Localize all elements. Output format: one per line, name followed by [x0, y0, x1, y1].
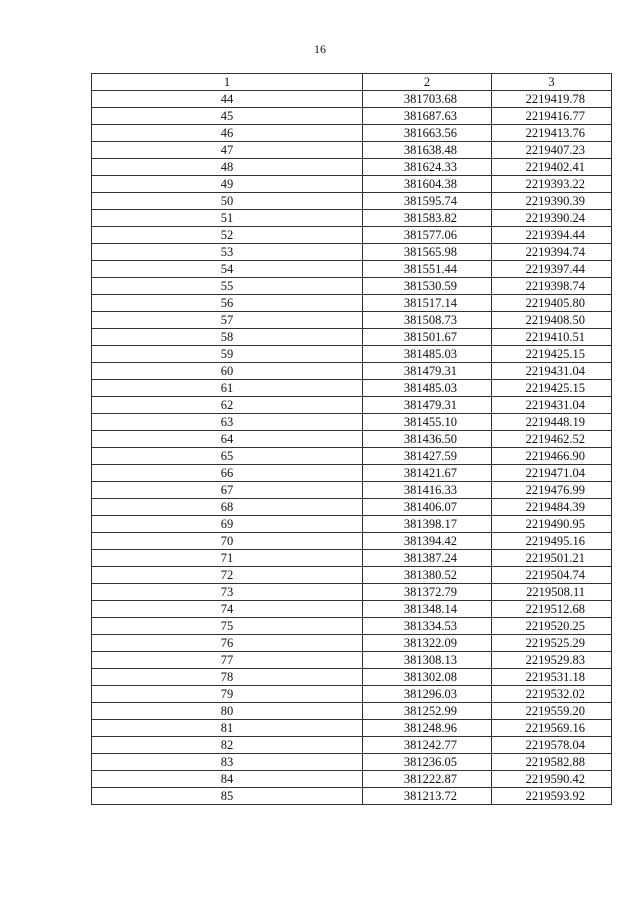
x-coordinate-cell: 381213.72 — [363, 788, 492, 805]
y-coordinate-cell: 2219512.68 — [492, 601, 612, 618]
x-coordinate-cell: 381334.53 — [363, 618, 492, 635]
point-number-cell: 44 — [92, 91, 363, 108]
table-row — [92, 380, 612, 397]
y-coordinate-cell: 2219402.41 — [492, 159, 612, 176]
y-coordinate-cell: 2219448.19 — [492, 414, 612, 431]
y-coordinate-cell: 2219484.39 — [492, 499, 612, 516]
x-coordinate-cell: 381604.38 — [363, 176, 492, 193]
x-coordinate-cell: 381322.09 — [363, 635, 492, 652]
x-coordinate-cell: 381427.59 — [363, 448, 492, 465]
point-number-cell: 49 — [92, 176, 363, 193]
table-row — [92, 788, 612, 805]
point-number-cell: 54 — [92, 261, 363, 278]
y-coordinate-cell: 2219525.29 — [492, 635, 612, 652]
x-coordinate-cell: 381703.68 — [363, 91, 492, 108]
point-number-cell: 59 — [92, 346, 363, 363]
point-number-cell: 78 — [92, 669, 363, 686]
y-coordinate-cell: 2219408.50 — [492, 312, 612, 329]
y-coordinate-cell: 2219532.02 — [492, 686, 612, 703]
page-number: 16 — [314, 42, 326, 56]
point-number-cell: 60 — [92, 363, 363, 380]
table-row — [92, 635, 612, 652]
point-number-cell: 83 — [92, 754, 363, 771]
table-row — [92, 584, 612, 601]
table-row — [92, 465, 612, 482]
x-coordinate-cell: 381236.05 — [363, 754, 492, 771]
table-row — [92, 652, 612, 669]
x-coordinate-cell: 381663.56 — [363, 125, 492, 142]
x-coordinate-cell: 381242.77 — [363, 737, 492, 754]
table-row — [92, 193, 612, 210]
table-row — [92, 737, 612, 754]
table-row — [92, 91, 612, 108]
point-number-cell: 81 — [92, 720, 363, 737]
point-number-cell: 82 — [92, 737, 363, 754]
table-row — [92, 210, 612, 227]
point-number-cell: 73 — [92, 584, 363, 601]
x-coordinate-cell: 381638.48 — [363, 142, 492, 159]
y-coordinate-cell: 2219462.52 — [492, 431, 612, 448]
point-number-cell: 75 — [92, 618, 363, 635]
y-coordinate-cell: 2219398.74 — [492, 278, 612, 295]
table-row — [92, 125, 612, 142]
point-number-cell: 47 — [92, 142, 363, 159]
x-coordinate-cell: 381687.63 — [363, 108, 492, 125]
table-row — [92, 448, 612, 465]
column-header-point: 1 — [92, 74, 363, 91]
y-coordinate-cell: 2219390.24 — [492, 210, 612, 227]
x-coordinate-cell: 381501.67 — [363, 329, 492, 346]
table-row — [92, 295, 612, 312]
table-row — [92, 397, 612, 414]
table-row — [92, 703, 612, 720]
point-number-cell: 77 — [92, 652, 363, 669]
table-row — [92, 278, 612, 295]
y-coordinate-cell: 2219394.44 — [492, 227, 612, 244]
coordinates-table — [91, 73, 612, 805]
point-number-cell: 70 — [92, 533, 363, 550]
table-row — [92, 516, 612, 533]
x-coordinate-cell: 381485.03 — [363, 380, 492, 397]
x-coordinate-cell: 381302.08 — [363, 669, 492, 686]
x-coordinate-cell: 381348.14 — [363, 601, 492, 618]
table-row — [92, 414, 612, 431]
point-number-cell: 63 — [92, 414, 363, 431]
point-number-cell: 51 — [92, 210, 363, 227]
point-number-cell: 61 — [92, 380, 363, 397]
y-coordinate-cell: 2219569.16 — [492, 720, 612, 737]
point-number-cell: 69 — [92, 516, 363, 533]
table-row — [92, 431, 612, 448]
y-coordinate-cell: 2219466.90 — [492, 448, 612, 465]
point-number-cell: 85 — [92, 788, 363, 805]
y-coordinate-cell: 2219425.15 — [492, 380, 612, 397]
y-coordinate-cell: 2219476.99 — [492, 482, 612, 499]
point-number-cell: 67 — [92, 482, 363, 499]
y-coordinate-cell: 2219590.42 — [492, 771, 612, 788]
point-number-cell: 50 — [92, 193, 363, 210]
y-coordinate-cell: 2219425.15 — [492, 346, 612, 363]
point-number-cell: 62 — [92, 397, 363, 414]
x-coordinate-cell: 381624.33 — [363, 159, 492, 176]
point-number-cell: 84 — [92, 771, 363, 788]
table-header-row — [92, 74, 612, 91]
point-number-cell: 71 — [92, 550, 363, 567]
table-row — [92, 159, 612, 176]
y-coordinate-cell: 2219407.23 — [492, 142, 612, 159]
y-coordinate-cell: 2219413.76 — [492, 125, 612, 142]
table-row — [92, 550, 612, 567]
table-row — [92, 176, 612, 193]
point-number-cell: 45 — [92, 108, 363, 125]
column-header-y: 3 — [492, 74, 612, 91]
y-coordinate-cell: 2219431.04 — [492, 397, 612, 414]
point-number-cell: 58 — [92, 329, 363, 346]
table-row — [92, 346, 612, 363]
point-number-cell: 55 — [92, 278, 363, 295]
y-coordinate-cell: 2219394.74 — [492, 244, 612, 261]
point-number-cell: 72 — [92, 567, 363, 584]
point-number-cell: 65 — [92, 448, 363, 465]
point-number-cell: 76 — [92, 635, 363, 652]
table-row — [92, 567, 612, 584]
column-header-x: 2 — [363, 74, 492, 91]
x-coordinate-cell: 381595.74 — [363, 193, 492, 210]
y-coordinate-cell: 2219495.16 — [492, 533, 612, 550]
x-coordinate-cell: 381455.10 — [363, 414, 492, 431]
point-number-cell: 74 — [92, 601, 363, 618]
x-coordinate-cell: 381421.67 — [363, 465, 492, 482]
table-row — [92, 618, 612, 635]
table-row — [92, 771, 612, 788]
y-coordinate-cell: 2219397.44 — [492, 261, 612, 278]
y-coordinate-cell: 2219390.39 — [492, 193, 612, 210]
x-coordinate-cell: 381252.99 — [363, 703, 492, 720]
point-number-cell: 66 — [92, 465, 363, 482]
table-row — [92, 244, 612, 261]
x-coordinate-cell: 381372.79 — [363, 584, 492, 601]
x-coordinate-cell: 381530.59 — [363, 278, 492, 295]
y-coordinate-cell: 2219490.95 — [492, 516, 612, 533]
y-coordinate-cell: 2219578.04 — [492, 737, 612, 754]
table-row — [92, 669, 612, 686]
x-coordinate-cell: 381222.87 — [363, 771, 492, 788]
table-row — [92, 499, 612, 516]
point-number-cell: 64 — [92, 431, 363, 448]
point-number-cell: 57 — [92, 312, 363, 329]
table-row — [92, 312, 612, 329]
x-coordinate-cell: 381398.17 — [363, 516, 492, 533]
y-coordinate-cell: 2219393.22 — [492, 176, 612, 193]
y-coordinate-cell: 2219416.77 — [492, 108, 612, 125]
y-coordinate-cell: 2219508.11 — [492, 584, 612, 601]
y-coordinate-cell: 2219559.20 — [492, 703, 612, 720]
x-coordinate-cell: 381485.03 — [363, 346, 492, 363]
table-row — [92, 686, 612, 703]
point-number-cell: 56 — [92, 295, 363, 312]
table-row — [92, 329, 612, 346]
y-coordinate-cell: 2219501.21 — [492, 550, 612, 567]
y-coordinate-cell: 2219529.83 — [492, 652, 612, 669]
y-coordinate-cell: 2219531.18 — [492, 669, 612, 686]
x-coordinate-cell: 381416.33 — [363, 482, 492, 499]
x-coordinate-cell: 381479.31 — [363, 363, 492, 380]
table-row — [92, 142, 612, 159]
table-row — [92, 754, 612, 771]
x-coordinate-cell: 381387.24 — [363, 550, 492, 567]
y-coordinate-cell: 2219520.25 — [492, 618, 612, 635]
y-coordinate-cell: 2219419.78 — [492, 91, 612, 108]
y-coordinate-cell: 2219504.74 — [492, 567, 612, 584]
table-row — [92, 108, 612, 125]
y-coordinate-cell: 2219471.04 — [492, 465, 612, 482]
y-coordinate-cell: 2219582.88 — [492, 754, 612, 771]
x-coordinate-cell: 381551.44 — [363, 261, 492, 278]
table-row — [92, 261, 612, 278]
x-coordinate-cell: 381248.96 — [363, 720, 492, 737]
x-coordinate-cell: 381583.82 — [363, 210, 492, 227]
x-coordinate-cell: 381508.73 — [363, 312, 492, 329]
table-row — [92, 227, 612, 244]
x-coordinate-cell: 381479.31 — [363, 397, 492, 414]
point-number-cell: 79 — [92, 686, 363, 703]
x-coordinate-cell: 381406.07 — [363, 499, 492, 516]
table-body — [92, 91, 612, 805]
y-coordinate-cell: 2219431.04 — [492, 363, 612, 380]
table-row — [92, 482, 612, 499]
x-coordinate-cell: 381394.42 — [363, 533, 492, 550]
point-number-cell: 80 — [92, 703, 363, 720]
x-coordinate-cell: 381577.06 — [363, 227, 492, 244]
x-coordinate-cell: 381565.98 — [363, 244, 492, 261]
x-coordinate-cell: 381436.50 — [363, 431, 492, 448]
x-coordinate-cell: 381517.14 — [363, 295, 492, 312]
point-number-cell: 68 — [92, 499, 363, 516]
table-row — [92, 363, 612, 380]
y-coordinate-cell: 2219405.80 — [492, 295, 612, 312]
table-row — [92, 601, 612, 618]
x-coordinate-cell: 381296.03 — [363, 686, 492, 703]
point-number-cell: 46 — [92, 125, 363, 142]
y-coordinate-cell: 2219593.92 — [492, 788, 612, 805]
y-coordinate-cell: 2219410.51 — [492, 329, 612, 346]
table-row — [92, 533, 612, 550]
x-coordinate-cell: 381380.52 — [363, 567, 492, 584]
table-row — [92, 720, 612, 737]
point-number-cell: 52 — [92, 227, 363, 244]
point-number-cell: 53 — [92, 244, 363, 261]
point-number-cell: 48 — [92, 159, 363, 176]
x-coordinate-cell: 381308.13 — [363, 652, 492, 669]
